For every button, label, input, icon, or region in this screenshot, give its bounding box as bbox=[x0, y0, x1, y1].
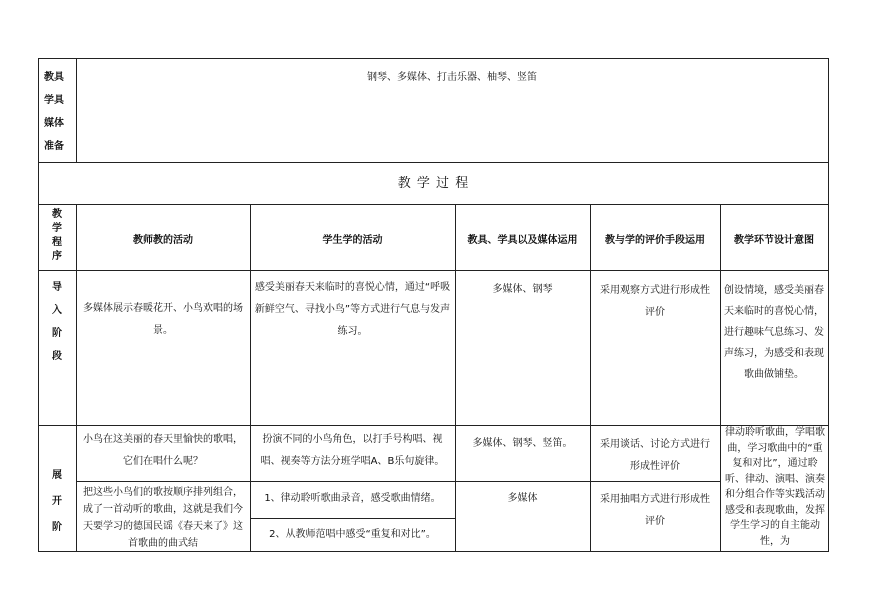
develop-teacher-activity-1: 小鸟在这美丽的春天里愉快的歌唱，它们在唱什么呢？ bbox=[83, 434, 243, 467]
col-divider bbox=[76, 204, 77, 552]
col-divider bbox=[720, 204, 721, 552]
intro-intent: 创设情境，感受美丽春天来临时的喜悦心情，进行趣味气息练习、发声练习，为感受和表现歌曲做铺垫。 bbox=[724, 285, 824, 380]
process-title: 教 学 过 程 bbox=[397, 176, 470, 191]
header-stage-char: 教 bbox=[52, 209, 62, 220]
develop-student-activity-2: 1、律动聆听歌曲录音，感受歌曲情绪。 bbox=[264, 493, 441, 504]
header-stage bbox=[38, 208, 76, 264]
stage-char: 入 bbox=[52, 305, 62, 316]
intro-stage-label bbox=[38, 276, 76, 368]
develop-teacher-activity-2: 把这些小鸟们的歌按顺序排列组合，成了一首动听的歌曲，这就是我们今天要学习的德国民谣《春天来了》这首歌曲的曲式结 bbox=[83, 487, 243, 549]
stage-char: 开 bbox=[52, 496, 62, 507]
row-divider bbox=[455, 481, 720, 482]
header-stage-char: 学 bbox=[52, 223, 62, 234]
label-line: 教具 bbox=[44, 72, 64, 83]
row-divider bbox=[38, 162, 829, 163]
col-divider bbox=[590, 204, 591, 552]
row-divider bbox=[38, 425, 829, 426]
table-border-top bbox=[38, 58, 829, 59]
table-border-bottom bbox=[38, 551, 829, 552]
lesson-plan-table bbox=[38, 58, 829, 552]
develop-student-activity-1: 扮演不同的小鸟角色，以打手号构唱、视唱、视奏等方法分班学唱A、B乐句旋律。 bbox=[260, 434, 445, 467]
materials-content: 钢琴、多媒体、打击乐器、柚琴、竖笛 bbox=[367, 72, 537, 83]
row-divider bbox=[250, 518, 455, 519]
label-line: 学具 bbox=[44, 95, 64, 106]
header-student: 学生学的活动 bbox=[322, 235, 383, 246]
row-divider bbox=[76, 481, 250, 482]
intro-media: 多媒体、钢琴 bbox=[492, 284, 553, 295]
header-evaluation: 教与学的评价手段运用 bbox=[605, 235, 705, 246]
intro-student-activity: 感受美丽春天来临时的喜悦心情，通过“呼吸新鲜空气、寻找小鸟”等方式进行气息与发声练习。 bbox=[254, 282, 451, 337]
header-media: 教具、学具以及媒体运用 bbox=[467, 235, 578, 246]
develop-student-activity-3: 2、从教师范唱中感受“重复和对比”。 bbox=[269, 529, 436, 540]
row-divider bbox=[38, 270, 829, 271]
stage-char: 段 bbox=[52, 351, 62, 362]
header-stage-char: 序 bbox=[52, 251, 62, 262]
develop-stage-label bbox=[38, 463, 76, 541]
intro-evaluation: 采用观察方式进行形成性评价 bbox=[600, 285, 710, 318]
intro-teacher-activity: 多媒体展示春暖花开、小鸟欢唱的场景。 bbox=[83, 303, 243, 336]
stage-char: 展 bbox=[52, 470, 62, 481]
header-stage-char: 程 bbox=[52, 237, 62, 248]
develop-evaluation-2: 采用抽唱方式进行形成性评价 bbox=[600, 494, 710, 527]
table-border-right bbox=[828, 58, 829, 552]
stage-char: 阶 bbox=[52, 328, 62, 339]
develop-media-2: 多媒体 bbox=[507, 493, 538, 504]
label-line: 准备 bbox=[44, 141, 64, 152]
header-teacher: 教师教的活动 bbox=[133, 235, 193, 246]
header-intent: 教学环节设计意图 bbox=[734, 235, 814, 246]
develop-evaluation-1: 采用谈话、讨论方式进行形成性评价 bbox=[600, 439, 710, 472]
stage-char: 导 bbox=[52, 282, 62, 293]
develop-media-1: 多媒体、钢琴、竖笛。 bbox=[472, 438, 573, 449]
materials-label bbox=[38, 66, 76, 158]
label-line: 媒体 bbox=[44, 118, 64, 129]
develop-intent: 律动聆听歌曲，学唱歌曲，学习歌曲中的“重复和对比”，通过聆听、律动、演唱、演奏和分组合作等实践活动感受和表现歌曲，发挥学生学习的自主能动性，为 bbox=[725, 427, 825, 547]
row-divider bbox=[38, 204, 829, 205]
stage-char: 阶 bbox=[52, 522, 62, 533]
row-divider bbox=[250, 481, 455, 482]
